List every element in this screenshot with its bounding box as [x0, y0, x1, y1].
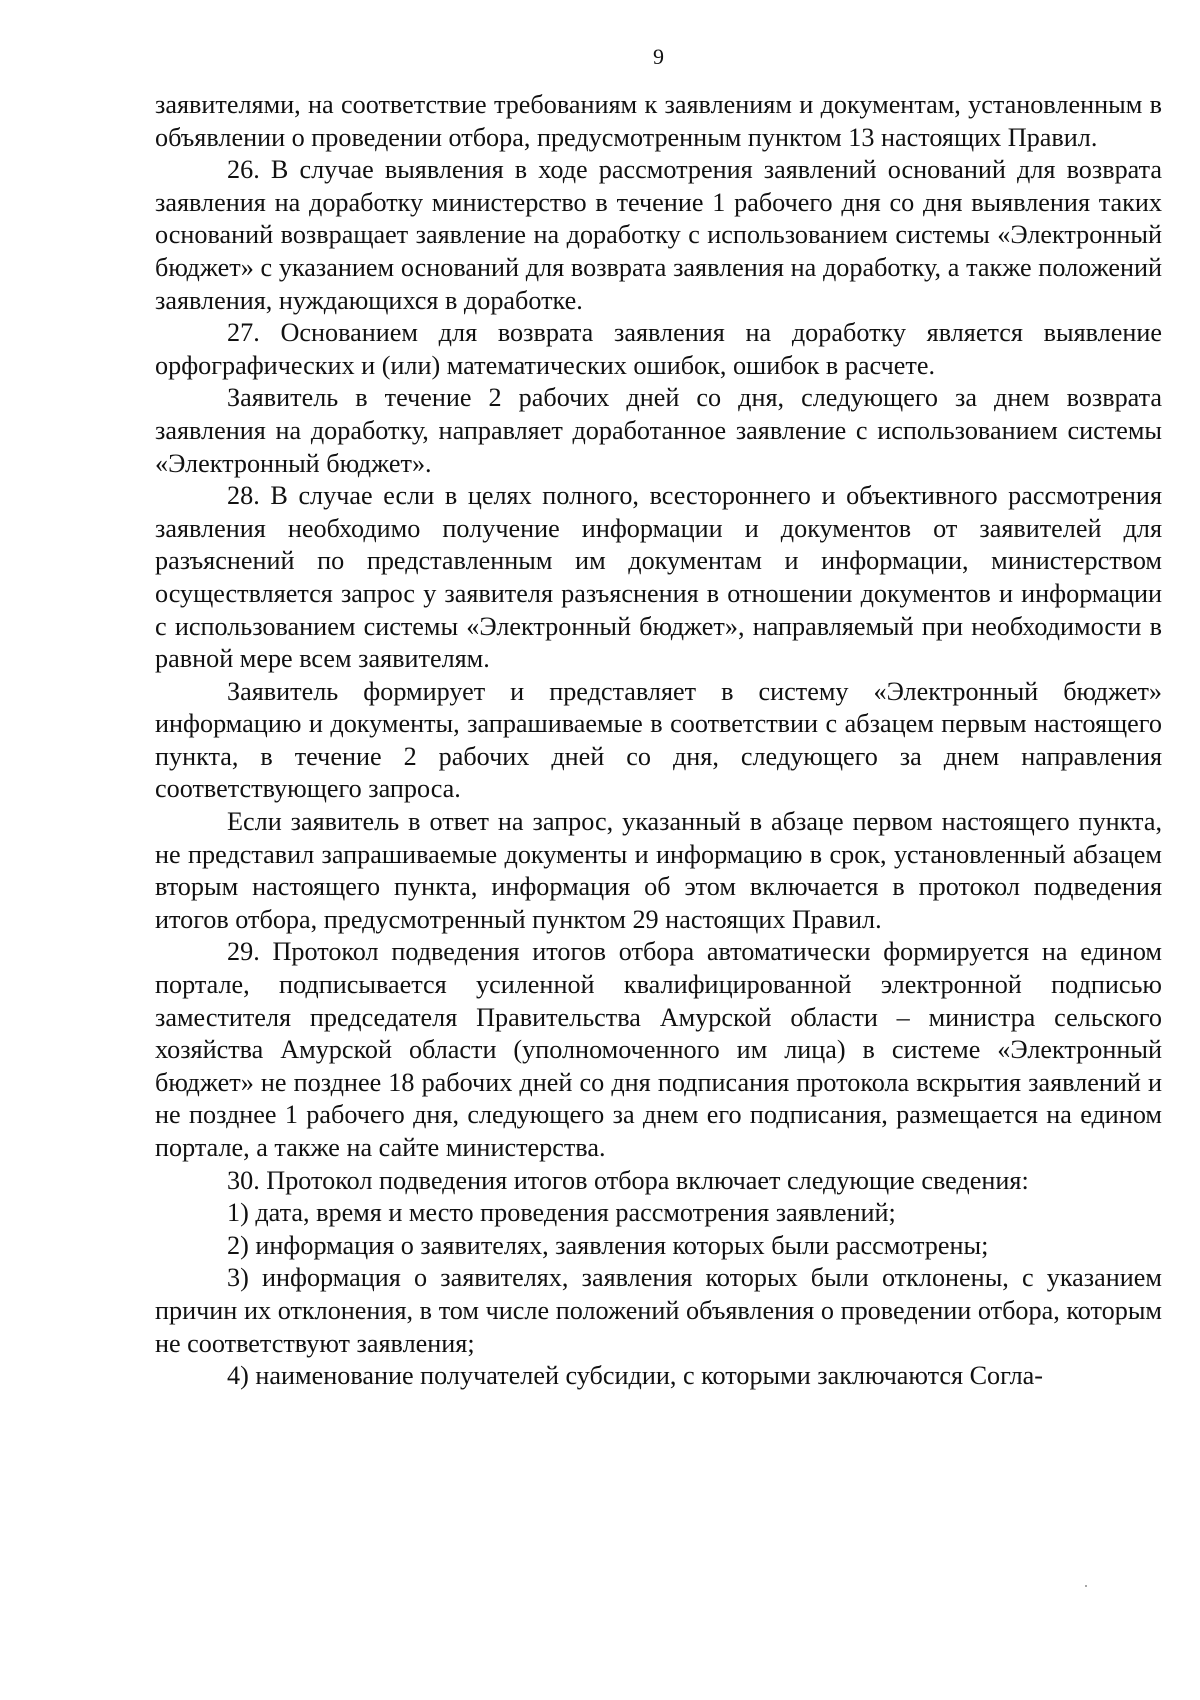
paragraph-clause-28: 28. В случае если в целях полного, всестороннего и объективного рассмотрения заявления необходимо получение информации и документов от заявителей для разъяснений по представленным им документам и информации, министерством осуществляется запрос у заявителя разъяснения в отношении документов и информации с использованием системы «Электронный бюджет», направляемый при необходимости в равной мере всем заявителям.	[155, 481, 1162, 674]
list-item-4: 4) наименование получателей субсидии, с которыми заключаются Согла-	[227, 1361, 1043, 1391]
paragraph-clause-30: 30. Протокол подведения итогов отбора включает следующие сведения:	[227, 1165, 1029, 1195]
scan-speck	[1085, 1585, 1087, 1587]
list-item-1: 1) дата, время и место проведения рассмотрения заявлений;	[227, 1198, 896, 1228]
paragraph-clause-27-applicant: Заявитель в течение 2 рабочих дней со дня, следующего за днем возврата заявления на доработку, направляет доработанное заявление с использованием системы «Электронный бюджет».	[155, 383, 1162, 478]
paragraph-continuation: заявителями, на соответствие требованиям к заявлениям и документам, установленным в объявлении о проведении отбора, предусмотренным пунктом 13 настоящих Правил.	[155, 90, 1162, 152]
list-item-2: 2) информация о заявителях, заявления которых были рассмотрены;	[227, 1230, 989, 1260]
paragraph-clause-28-failure: Если заявитель в ответ на запрос, указанный в абзаце первом настоящего пункта, не представил запрашиваемые документы и информацию в срок, установленный абзацем вторым настоящего пункта, информация об этом включается в протокол подведения итогов отбора, предусмотренный пунктом 29 настоящих Правил.	[155, 807, 1162, 934]
paragraph-clause-26: 26. В случае выявления в ходе рассмотрения заявлений оснований для возврата заявления на доработку министерство в течение 1 рабочего дня со дня выявления таких оснований возвращает заявление на доработку с использованием системы «Электронный бюджет» с указанием оснований для возврата заявления на доработку, а также положений заявления, нуждающихся в доработке.	[155, 155, 1162, 315]
paragraph-clause-29: 29. Протокол подведения итогов отбора автоматически формируется на едином портале, подписывается усиленной квалифицированной электронной подписью заместителя председателя Правительства Амурской области – министра сельского хозяйства Амурской области (уполномоченного им лица) в системе «Электронный бюджет» не позднее 18 рабочих дней со дня подписания протокола вскрытия заявлений и не позднее 1 рабочего дня, следующего за днем его подписания, размещается на едином портале, а также на сайте министерства.	[155, 937, 1162, 1162]
page-number: 9	[653, 44, 664, 69]
paragraph-clause-28-applicant: Заявитель формирует и представляет в систему «Электронный бюджет» информацию и документы, запрашиваемые в соответствии с абзацем первым настоящего пункта, в течение 2 рабочих дней со дня, следующего за днем направления соответствующего запроса.	[155, 676, 1162, 804]
paragraph-clause-27: 27. Основанием для возврата заявления на доработку является выявление орфографических и (или) математических ошибок, ошибок в расчете.	[155, 318, 1162, 380]
list-item-3: 3) информация о заявителях, заявления которых были отклонены, с указанием причин их отклонения, в том числе положений объявления о проведении отбора, которым не соответствуют заявления;	[155, 1263, 1162, 1358]
